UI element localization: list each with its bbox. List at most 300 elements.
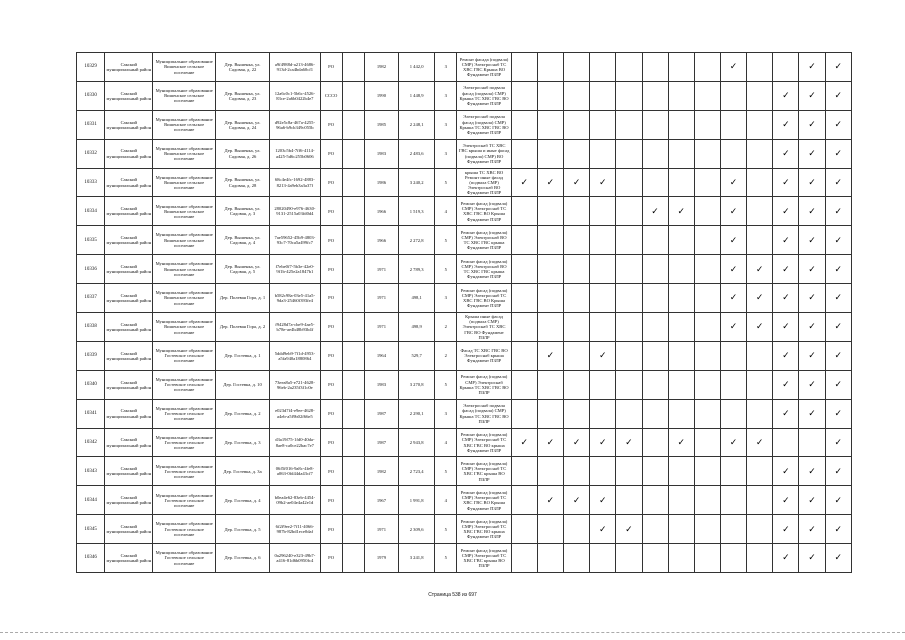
row-id: 10338	[77, 313, 105, 342]
empty-check-cell	[564, 255, 590, 284]
check-mark-icon: ✓	[668, 197, 694, 226]
check-mark-icon: ✓	[590, 168, 616, 197]
area-cell: 2 290,1	[399, 399, 435, 428]
empty-check-cell	[642, 168, 668, 197]
empty-check-cell	[668, 544, 694, 573]
area-cell: 2 789,3	[399, 255, 435, 284]
district-cell: Сакский муниципальный район	[105, 341, 153, 370]
empty-check-cell	[747, 399, 773, 428]
empty-check-cell	[747, 370, 773, 399]
check-mark-icon: ✓	[590, 486, 616, 515]
empty-check-cell	[642, 341, 668, 370]
municipality-cell: Муниципальное образование Вишенское сельское поселение	[153, 313, 215, 342]
count-cell: 5	[435, 515, 457, 544]
table-row	[77, 486, 852, 515]
table-row	[77, 313, 852, 342]
code-cell: b582c98a-03e5-41a5-9da3-25460f393fe4	[270, 284, 320, 313]
address-cell: Дер. Гостевка, д. 4	[215, 486, 269, 515]
municipality-cell: Муниципальное образование Вишенское сельское поселение	[153, 81, 215, 110]
municipality-cell: Муниципальное образование Вишенское сельское поселение	[153, 255, 215, 284]
empty-check-cell	[642, 370, 668, 399]
row-id: 10336	[77, 255, 105, 284]
check-mark-icon: ✓	[720, 226, 746, 255]
empty-check-cell	[642, 226, 668, 255]
area-cell: 529,7	[399, 341, 435, 370]
area-cell: 2 943,8	[399, 428, 435, 457]
check-mark-icon: ✓	[825, 110, 851, 139]
address-cell: Дер. Вышенка, ул. Садовая, д. 26	[215, 139, 269, 168]
empty-check-cell	[694, 313, 720, 342]
year-cell: 1964	[364, 341, 398, 370]
empty-check-cell	[511, 515, 537, 544]
empty-check-cell	[747, 226, 773, 255]
check-mark-icon: ✓	[747, 284, 773, 313]
code-cell: a9f4988d-a213-4686-913d-2ca4bda60cf1	[270, 53, 320, 82]
row-id: 10337	[77, 284, 105, 313]
scan-edge-line	[0, 632, 905, 633]
municipality-cell: Муниципальное образование Вишенское сельское поселение	[153, 226, 215, 255]
check-mark-icon: ✓	[825, 226, 851, 255]
blank-cell	[342, 313, 364, 342]
district-cell: Сакский муниципальный район	[105, 226, 153, 255]
table-row	[77, 284, 852, 313]
table-row	[77, 255, 852, 284]
check-mark-icon: ✓	[799, 284, 825, 313]
table-row	[77, 168, 852, 197]
empty-check-cell	[616, 255, 642, 284]
check-mark-icon: ✓	[773, 255, 799, 284]
empty-check-cell	[642, 515, 668, 544]
empty-check-cell	[564, 313, 590, 342]
empty-check-cell	[564, 226, 590, 255]
empty-check-cell	[668, 457, 694, 486]
empty-check-cell	[564, 197, 590, 226]
empty-check-cell	[720, 515, 746, 544]
empty-check-cell	[564, 81, 590, 110]
address-cell: Дер. Вышенка, ул. Садовая, д. 23	[215, 81, 269, 110]
blank-cell	[342, 544, 364, 573]
check-mark-icon: ✓	[799, 341, 825, 370]
check-mark-icon: ✓	[590, 515, 616, 544]
address-cell: Дер. Вышенка, ул. Садовая, д. 4	[215, 226, 269, 255]
empty-check-cell	[642, 53, 668, 82]
empty-check-cell	[642, 486, 668, 515]
area-cell: 498,9	[399, 313, 435, 342]
works-cell: Ремонт фасад (подвала) СМР) Электроснаб ВО ТС ХВС ГВС крыша Фундамент ПЗЛР	[457, 226, 511, 255]
empty-check-cell	[564, 53, 590, 82]
year-cell: 1966	[364, 197, 398, 226]
form-cell: СССО	[320, 81, 342, 110]
empty-check-cell	[616, 486, 642, 515]
district-cell: Сакский муниципальный район	[105, 168, 153, 197]
table-row	[77, 370, 852, 399]
table-row	[77, 81, 852, 110]
municipality-cell: Муниципальное образование Вишенское сельское поселение	[153, 110, 215, 139]
area-cell: 3 270,8	[399, 370, 435, 399]
municipality-cell: Муниципальное образование Гостевское сельское поселение	[153, 486, 215, 515]
table-row	[77, 428, 852, 457]
empty-check-cell	[564, 457, 590, 486]
blank-cell	[342, 139, 364, 168]
empty-check-cell	[590, 53, 616, 82]
empty-check-cell	[694, 255, 720, 284]
municipality-cell: Муниципальное образование Гостевское сельское поселение	[153, 428, 215, 457]
address-cell: Дер. Гостевка, д. 3а	[215, 457, 269, 486]
form-cell: РО	[320, 226, 342, 255]
empty-check-cell	[720, 139, 746, 168]
check-mark-icon: ✓	[511, 428, 537, 457]
empty-check-cell	[799, 428, 825, 457]
table-row	[77, 457, 852, 486]
check-mark-icon: ✓	[825, 370, 851, 399]
count-cell: 3	[435, 284, 457, 313]
empty-check-cell	[616, 457, 642, 486]
check-mark-icon: ✓	[720, 255, 746, 284]
empty-check-cell	[668, 81, 694, 110]
year-cell: 1982	[364, 457, 398, 486]
works-cell: Фасад ТС ХВС ГВС ВО Электроснаб крыша Фундамент ПЗЛР	[457, 341, 511, 370]
check-mark-icon: ✓	[773, 81, 799, 110]
count-cell: 5	[435, 544, 457, 573]
area-cell: 2 723,4	[399, 457, 435, 486]
code-cell: 7ae59652-45b9-4803-93c7-70ca5a499fc7	[270, 226, 320, 255]
check-mark-icon: ✓	[799, 486, 825, 515]
year-cell: 1986	[364, 168, 398, 197]
empty-check-cell	[511, 81, 537, 110]
empty-check-cell	[616, 168, 642, 197]
address-cell: Дер. Полевая Гора, д. 1	[215, 284, 269, 313]
works-cell: Ремонт фасад (подвала) СМР) Электроснаб ТС ХВС ГВС ВО Крыша Фундамент ПЗЛР	[457, 486, 511, 515]
district-cell: Сакский муниципальный район	[105, 515, 153, 544]
check-mark-icon: ✓	[825, 53, 851, 82]
row-id: 10341	[77, 399, 105, 428]
check-mark-icon: ✓	[825, 81, 851, 110]
empty-check-cell	[668, 486, 694, 515]
district-cell: Сакский муниципальный район	[105, 81, 153, 110]
empty-check-cell	[564, 370, 590, 399]
check-mark-icon: ✓	[825, 284, 851, 313]
works-cell: Ремонт фасад (подвала) СМР) Электроснаб ТС ХВС ГВС ВО Крыша Фундамент ПЗЛР	[457, 284, 511, 313]
check-mark-icon: ✓	[720, 284, 746, 313]
empty-check-cell	[511, 139, 537, 168]
empty-check-cell	[537, 255, 563, 284]
empty-check-cell	[616, 370, 642, 399]
address-cell: Дер. Вышенка, ул. Садовая, д. 24	[215, 110, 269, 139]
empty-check-cell	[590, 110, 616, 139]
blank-cell	[342, 226, 364, 255]
works-cell: Ремонт фасад (подвала) СМР) Электроснаб ТС ХВС ГВС ВО Крыша Фундамент ПЗЛР	[457, 197, 511, 226]
code-cell: 12a6c0c1-5b6c-4526-83ce-2a6b0422b4e7	[270, 81, 320, 110]
empty-check-cell	[668, 284, 694, 313]
empty-check-cell	[747, 544, 773, 573]
empty-check-cell	[537, 457, 563, 486]
form-cell: РО	[320, 139, 342, 168]
address-cell: Дер. Вышенка, ул. Садовая, д. 22	[215, 53, 269, 82]
blank-cell	[342, 428, 364, 457]
municipality-cell: Муниципальное образование Вишенское сельское поселение	[153, 197, 215, 226]
check-mark-icon: ✓	[747, 313, 773, 342]
area-cell: 3 241,8	[399, 544, 435, 573]
check-mark-icon: ✓	[616, 515, 642, 544]
check-mark-icon: ✓	[773, 139, 799, 168]
empty-check-cell	[511, 197, 537, 226]
check-mark-icon: ✓	[825, 515, 851, 544]
empty-check-cell	[668, 313, 694, 342]
check-mark-icon: ✓	[773, 168, 799, 197]
check-mark-icon: ✓	[564, 486, 590, 515]
blank-cell	[342, 110, 364, 139]
empty-check-cell	[564, 399, 590, 428]
code-cell: b0ea4e62-83eb-4454-09b2-ae04e4a42e1d	[270, 486, 320, 515]
municipality-cell: Муниципальное образование Гостевское сельское поселение	[153, 370, 215, 399]
empty-check-cell	[642, 255, 668, 284]
row-id: 10329	[77, 53, 105, 82]
check-mark-icon: ✓	[590, 428, 616, 457]
municipality-cell: Муниципальное образование Гостевское сельское поселение	[153, 544, 215, 573]
code-cell: d3a19f75-1fd0-40da-8ae8-ca0ce22bac7e7	[270, 428, 320, 457]
check-mark-icon: ✓	[773, 341, 799, 370]
count-cell: 5	[435, 168, 457, 197]
table-row	[77, 399, 852, 428]
check-mark-icon: ✓	[720, 197, 746, 226]
empty-check-cell	[747, 168, 773, 197]
year-cell: 1987	[364, 399, 398, 428]
check-mark-icon: ✓	[825, 139, 851, 168]
row-id: 10339	[77, 341, 105, 370]
empty-check-cell	[720, 457, 746, 486]
count-cell: 3	[435, 53, 457, 82]
check-mark-icon: ✓	[773, 486, 799, 515]
form-cell: РО	[320, 313, 342, 342]
empty-check-cell	[616, 544, 642, 573]
count-cell: 3	[435, 81, 457, 110]
empty-check-cell	[668, 341, 694, 370]
form-cell: РО	[320, 341, 342, 370]
row-id: 10334	[77, 197, 105, 226]
empty-check-cell	[511, 53, 537, 82]
check-mark-icon: ✓	[537, 428, 563, 457]
check-mark-icon: ✓	[720, 313, 746, 342]
code-cell: 68c4e4fc-1692-4883-8213-4a9eb3a3a37f	[270, 168, 320, 197]
empty-check-cell	[642, 313, 668, 342]
empty-check-cell	[564, 341, 590, 370]
code-cell: d92e5c8a-467a-4255-96a6-b9cb349c055b	[270, 110, 320, 139]
municipality-cell: Муниципальное образование Вишенское сельское поселение	[153, 168, 215, 197]
empty-check-cell	[694, 486, 720, 515]
empty-check-cell	[616, 313, 642, 342]
empty-check-cell	[564, 544, 590, 573]
district-cell: Сакский муниципальный район	[105, 428, 153, 457]
form-cell: РО	[320, 197, 342, 226]
blank-cell	[342, 81, 364, 110]
code-cell: 1203c5b4-7ff6-4114-a425-5d6c255b0606	[270, 139, 320, 168]
year-cell: 1987	[364, 428, 398, 457]
check-mark-icon: ✓	[773, 399, 799, 428]
empty-check-cell	[668, 399, 694, 428]
works-cell: Ремонт фасад (подвала) СМР) Электроснаб ТС ХВС ГВС крыша ВО ПЗЛР	[457, 457, 511, 486]
empty-check-cell	[694, 457, 720, 486]
form-cell: РО	[320, 168, 342, 197]
check-mark-icon: ✓	[799, 399, 825, 428]
empty-check-cell	[511, 399, 537, 428]
empty-check-cell	[537, 226, 563, 255]
check-mark-icon: ✓	[564, 168, 590, 197]
check-mark-icon: ✓	[747, 428, 773, 457]
check-mark-icon: ✓	[799, 197, 825, 226]
page-number: Страница 538 из 697	[428, 592, 477, 598]
municipality-cell: Муниципальное образование Гостевское сельское поселение	[153, 515, 215, 544]
check-mark-icon: ✓	[825, 428, 851, 457]
check-mark-icon: ✓	[720, 53, 746, 82]
housing-table	[76, 52, 852, 573]
empty-check-cell	[537, 110, 563, 139]
works-cell: Электроснаб ТС ХВС ГВС крыша и иные фасад (подвала) СМР) ВО Фундамент ПЗЛР	[457, 139, 511, 168]
municipality-cell: Муниципальное образование Вишенское сельское поселение	[153, 53, 215, 82]
row-id: 10340	[77, 370, 105, 399]
row-id: 10333	[77, 168, 105, 197]
year-cell: 1990	[364, 81, 398, 110]
municipality-cell: Муниципальное образование Гостевское сельское поселение	[153, 399, 215, 428]
year-cell: 1985	[364, 110, 398, 139]
empty-check-cell	[694, 341, 720, 370]
empty-check-cell	[668, 139, 694, 168]
empty-check-cell	[590, 399, 616, 428]
row-id: 10330	[77, 81, 105, 110]
blank-cell	[342, 53, 364, 82]
year-cell: 1966	[364, 226, 398, 255]
empty-check-cell	[590, 544, 616, 573]
check-mark-icon: ✓	[590, 341, 616, 370]
empty-check-cell	[668, 370, 694, 399]
check-mark-icon: ✓	[799, 370, 825, 399]
municipality-cell: Муниципальное образование Вишенское сельское поселение	[153, 284, 215, 313]
works-cell: Электроснаб подвала фасад (подвала) СМР) Крыша ТС ХВС ГВС ВО ПЗЛР	[457, 399, 511, 428]
empty-check-cell	[668, 168, 694, 197]
empty-check-cell	[720, 399, 746, 428]
form-cell: РО	[320, 428, 342, 457]
blank-cell	[342, 486, 364, 515]
year-cell: 1971	[364, 255, 398, 284]
district-cell: Сакский муниципальный район	[105, 139, 153, 168]
check-mark-icon: ✓	[825, 197, 851, 226]
form-cell: РО	[320, 399, 342, 428]
area-cell: 1 519,3	[399, 197, 435, 226]
empty-check-cell	[590, 197, 616, 226]
municipality-cell: Муниципальное образование Вишенское сельское поселение	[153, 139, 215, 168]
empty-check-cell	[747, 197, 773, 226]
check-mark-icon: ✓	[537, 341, 563, 370]
works-cell: Крыша иные фасад (подвала СМР) Электроснаб ТС ХВС ГВС ВО Фундамент ПЗЛР	[457, 313, 511, 342]
district-cell: Сакский муниципальный район	[105, 486, 153, 515]
address-cell: Дер. Гостевка, д. 3	[215, 428, 269, 457]
empty-check-cell	[720, 110, 746, 139]
blank-cell	[342, 168, 364, 197]
empty-check-cell	[720, 370, 746, 399]
empty-check-cell	[668, 515, 694, 544]
empty-check-cell	[668, 226, 694, 255]
empty-check-cell	[642, 81, 668, 110]
form-cell: РО	[320, 457, 342, 486]
form-cell: РО	[320, 544, 342, 573]
district-cell: Сакский муниципальный район	[105, 255, 153, 284]
year-cell: 1983	[364, 139, 398, 168]
row-id: 10331	[77, 110, 105, 139]
empty-check-cell	[564, 515, 590, 544]
district-cell: Сакский муниципальный район	[105, 197, 153, 226]
area-cell: 3 240,2	[399, 168, 435, 197]
empty-check-cell	[537, 197, 563, 226]
count-cell: 2	[435, 313, 457, 342]
year-cell: 1971	[364, 284, 398, 313]
blank-cell	[342, 341, 364, 370]
empty-check-cell	[668, 110, 694, 139]
check-mark-icon: ✓	[825, 486, 851, 515]
row-id: 10344	[77, 486, 105, 515]
form-cell: РО	[320, 255, 342, 284]
empty-check-cell	[694, 139, 720, 168]
empty-check-cell	[511, 284, 537, 313]
empty-check-cell	[747, 341, 773, 370]
address-cell: Дер. Гостевка, д. 1	[215, 341, 269, 370]
district-cell: Сакский муниципальный район	[105, 370, 153, 399]
empty-check-cell	[511, 110, 537, 139]
empty-check-cell	[616, 284, 642, 313]
empty-check-cell	[747, 53, 773, 82]
empty-check-cell	[694, 226, 720, 255]
check-mark-icon: ✓	[773, 110, 799, 139]
empty-check-cell	[537, 370, 563, 399]
check-mark-icon: ✓	[825, 457, 851, 486]
check-mark-icon: ✓	[799, 168, 825, 197]
table-row	[77, 197, 852, 226]
works-cell: Ремонт фасад (подвала) СМР) Электроснаб ВО ТС ХВС ГВС крыша Фундамент ПЗЛР	[457, 255, 511, 284]
count-cell: 3	[435, 139, 457, 168]
check-mark-icon: ✓	[720, 168, 746, 197]
row-id: 10342	[77, 428, 105, 457]
form-cell: РО	[320, 53, 342, 82]
area-cell: 2 272,8	[399, 226, 435, 255]
empty-check-cell	[511, 544, 537, 573]
works-cell: Электроснаб подвала фасад (подвала) СМР) Крыша ТС ХВС ГВС ВО Фундамент ПЗЛР	[457, 110, 511, 139]
area-cell: 2 309,6	[399, 515, 435, 544]
count-cell: 5	[435, 226, 457, 255]
code-cell: 5ddd9eb9-7f1d-4953-a5fa940a1880864	[270, 341, 320, 370]
code-cell: f9428d7a-cbe9-4ae5-b78e-ae4b48b93b4f	[270, 313, 320, 342]
check-mark-icon: ✓	[825, 168, 851, 197]
district-cell: Сакский муниципальный район	[105, 544, 153, 573]
empty-check-cell	[642, 110, 668, 139]
year-cell: 1971	[364, 313, 398, 342]
empty-check-cell	[642, 139, 668, 168]
count-cell: 5	[435, 457, 457, 486]
address-cell: Дер. Гостевка, д. 2	[215, 399, 269, 428]
district-cell: Сакский муниципальный район	[105, 284, 153, 313]
year-cell: 1982	[364, 53, 398, 82]
district-cell: Сакский муниципальный район	[105, 313, 153, 342]
empty-check-cell	[773, 428, 799, 457]
check-mark-icon: ✓	[825, 544, 851, 573]
check-mark-icon: ✓	[668, 428, 694, 457]
check-mark-icon: ✓	[825, 313, 851, 342]
empty-check-cell	[616, 341, 642, 370]
area-cell: 1 442,0	[399, 53, 435, 82]
form-cell: РО	[320, 486, 342, 515]
empty-check-cell	[668, 255, 694, 284]
row-id: 10346	[77, 544, 105, 573]
empty-check-cell	[590, 313, 616, 342]
empty-check-cell	[511, 226, 537, 255]
empty-check-cell	[694, 428, 720, 457]
